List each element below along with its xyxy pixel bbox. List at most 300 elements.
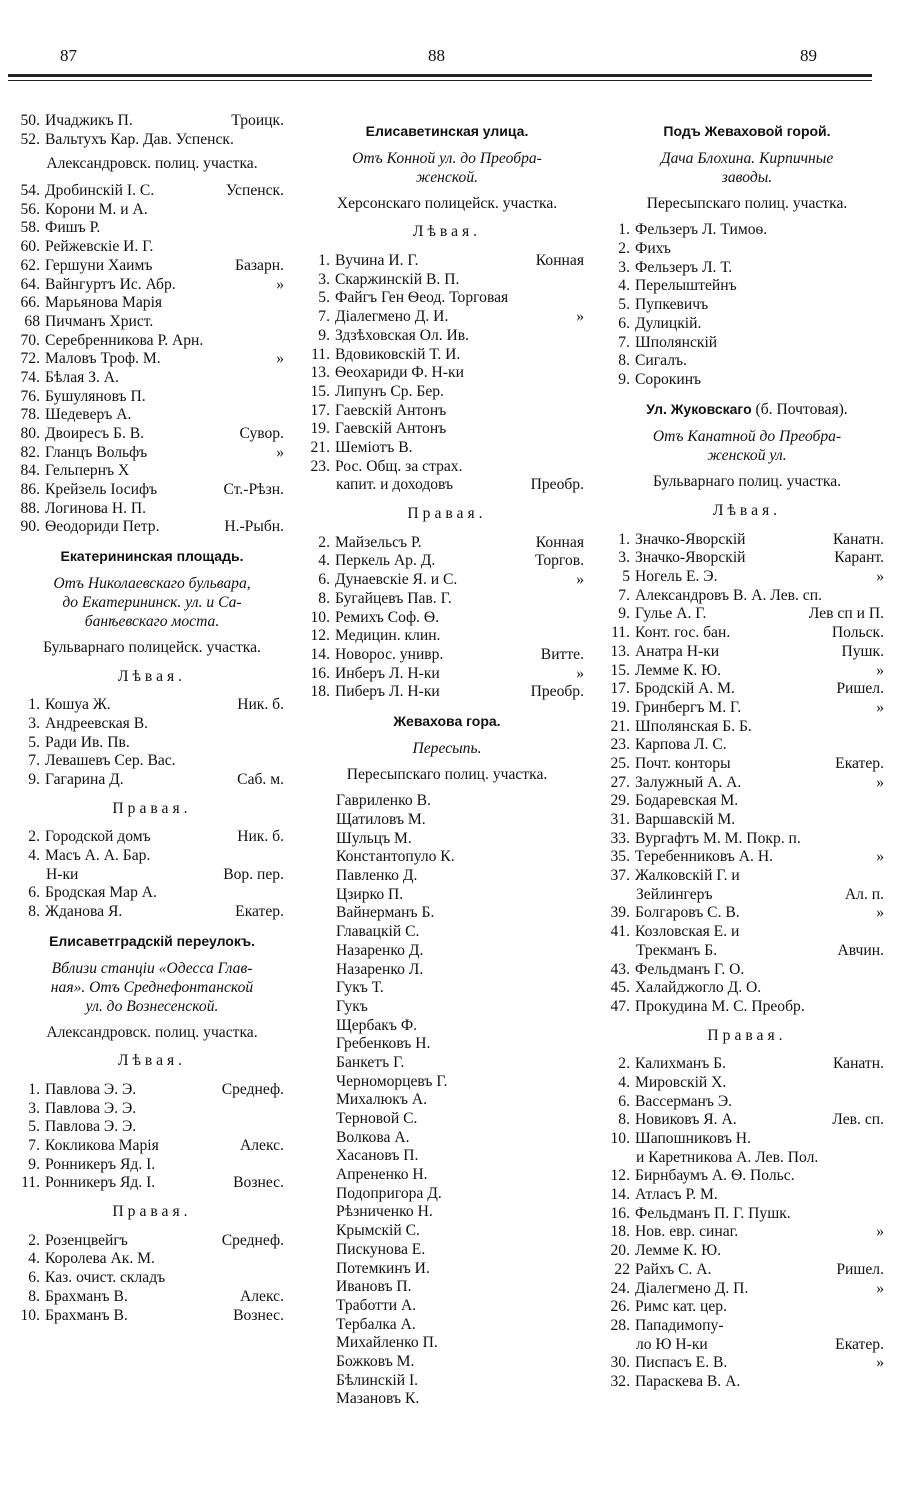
list-item	[306, 327, 588, 346]
entry-street: Базарн.	[235, 256, 284, 274]
list-item	[606, 736, 888, 755]
entry-street: »	[276, 275, 284, 293]
list-item	[306, 1147, 588, 1166]
entry-name: Вдовиковскій Т. И.	[335, 345, 461, 363]
page-number-left: 87	[60, 46, 77, 65]
entry-street: Алекс.	[240, 1137, 284, 1154]
entry-name: капит. и доходовъ	[336, 476, 454, 494]
list-item	[606, 680, 888, 699]
entry-street: Ник. б.	[237, 696, 284, 714]
list-item	[16, 182, 288, 201]
entry-name: Рейжевскіе И. Г.	[45, 238, 154, 256]
description-line: до Екатерининск. ул. и Са-	[62, 593, 242, 611]
entry-number: 2.	[28, 1231, 40, 1249]
entry-name: Гершуни Хаимъ	[45, 256, 153, 274]
entry-name: Каз. очист. складъ	[45, 1269, 166, 1287]
section-description	[16, 574, 288, 631]
entry-street: Канатн.	[832, 1055, 884, 1073]
entry-name: Марьянова Марія	[45, 294, 163, 312]
entry-name: Ивановъ П.	[336, 1278, 412, 1296]
entry-name: Фельдманъ П. Г. Пушк.	[635, 1204, 791, 1222]
list-item	[606, 352, 888, 371]
entry-number: 86.	[20, 481, 40, 499]
list-item	[16, 294, 288, 313]
list-item	[306, 961, 588, 980]
entry-name: Вальтухъ Кар. Дав. Успенск.	[45, 130, 234, 148]
list-item	[606, 662, 888, 681]
list-item	[16, 112, 288, 131]
entry-number: 82.	[20, 443, 40, 461]
entry-street: »	[876, 568, 884, 586]
entry-name: Шполянскій	[635, 333, 718, 351]
list-item	[16, 481, 288, 500]
entry-name: Хасановъ П.	[336, 1147, 419, 1165]
entry-name: Фельзеръ Л. Т.	[635, 258, 733, 276]
entry-name: Потемкинъ И.	[336, 1259, 430, 1277]
police-district: Бульварнаго полицейск. участка.	[43, 638, 261, 656]
entry-street: Карант.	[834, 549, 884, 567]
entry-street: Витте.	[540, 645, 584, 663]
entry-name: Пупкевичъ	[635, 296, 709, 314]
entry-name: Дунаевскіе Я. и С.	[335, 571, 458, 589]
entry-name: Александровъ В. А. Лев. сп.	[635, 586, 822, 604]
entry-name: Почт. конторы	[635, 754, 731, 772]
entry-name: Бѣлая З. А.	[45, 368, 119, 386]
list-item	[606, 1186, 888, 1205]
entry-name: Шедеверъ А.	[45, 406, 132, 424]
entry-name: Городской домъ	[45, 828, 151, 846]
list-item	[306, 571, 588, 590]
entry-name: Конт. гос. бан.	[635, 624, 731, 642]
entry-number: 24.	[610, 1279, 630, 1297]
entry-name: Шапошниковъ Н.	[635, 1130, 751, 1148]
police-district: Херсонскаго полицейск. участка.	[336, 194, 558, 212]
entry-number: 43.	[610, 960, 630, 978]
list-item	[606, 221, 888, 240]
entry-number: 23.	[610, 736, 630, 754]
entry-name: Дробинскій І. С.	[45, 182, 155, 200]
list-item	[606, 549, 888, 568]
entry-number: 11.	[611, 624, 630, 642]
section-heading	[606, 122, 888, 141]
description-line: Отъ Конной ул. до Преобра-	[352, 149, 542, 167]
list-item	[306, 609, 588, 628]
page-number-right: 89	[800, 46, 817, 65]
entry-street: Лев сп и П.	[808, 605, 884, 623]
entry-number: 56.	[20, 200, 40, 218]
entry-number: 8.	[618, 1111, 630, 1129]
list-item	[16, 903, 288, 922]
list-item	[306, 1110, 588, 1129]
entry-number: 5	[622, 568, 630, 586]
list-item	[306, 923, 588, 942]
list-item	[606, 718, 888, 737]
list-item	[306, 1185, 588, 1204]
entry-number: 19.	[610, 698, 630, 716]
entry-name: Гавриленко В.	[336, 792, 431, 810]
entry-number: 15.	[610, 661, 630, 679]
entry-number: 88.	[20, 499, 40, 517]
list-item	[306, 1278, 588, 1297]
entry-number: 12.	[310, 627, 330, 645]
list-item	[306, 1353, 588, 1372]
description-line: заводы.	[721, 168, 773, 186]
entry-street: Вознес.	[233, 1174, 284, 1192]
list-item	[16, 828, 288, 847]
description-line: женской.	[415, 168, 479, 186]
list-item	[306, 552, 588, 571]
column-page-87	[16, 112, 288, 1325]
entry-street: »	[276, 443, 284, 461]
list-item	[16, 518, 288, 537]
list-item	[306, 364, 588, 383]
list-item	[16, 1174, 288, 1193]
entry-name: Крымскій С.	[336, 1222, 420, 1240]
entry-name: Фихъ	[635, 240, 671, 258]
entry-street: Екатер.	[835, 1335, 884, 1353]
entry-name: Ронникеръ Яд. І.	[45, 1155, 156, 1173]
entry-name: Шполянская Б. Б.	[635, 717, 752, 735]
entry-name: Калихманъ Б.	[635, 1055, 727, 1073]
list-item	[306, 1017, 588, 1036]
entry-name: и Каретникова А. Лев. Пол.	[636, 1148, 819, 1166]
entry-name: Черноморцевъ Г.	[336, 1072, 448, 1090]
entry-name: Назаренко Д.	[336, 941, 424, 959]
entry-name: Анатра Н-ки	[635, 642, 720, 660]
entry-name: Болгаровъ С. В.	[635, 904, 740, 922]
entry-name: Подопригора Д.	[336, 1184, 442, 1202]
description-line: Дача Блохина. Кирпичные	[660, 149, 834, 167]
entry-number: 60.	[20, 238, 40, 256]
section-heading-text: Жевахова гора.	[393, 712, 501, 729]
entry-number: 10.	[610, 1130, 630, 1148]
list-item	[306, 1372, 588, 1391]
entry-name: Бушуляновъ П.	[45, 387, 146, 405]
entry-number: 4.	[28, 847, 40, 865]
list-item	[16, 715, 288, 734]
street-side-label: Лѣвая.	[117, 667, 187, 685]
entry-number: 6.	[28, 1269, 40, 1287]
entry-number: 50.	[20, 112, 40, 129]
entry-name: Вайнгуртъ Ис. Абр.	[45, 275, 176, 293]
entry-street: Троицк.	[231, 112, 284, 129]
entry-name: Константопуло К.	[336, 848, 455, 866]
entry-street: Среднеф.	[221, 1231, 284, 1249]
entry-street: Авчин.	[837, 941, 884, 959]
list-item	[606, 811, 888, 830]
entry-name: Ѳеохариди Ф. Н-ки	[335, 364, 464, 382]
entry-number: 14.	[310, 645, 330, 663]
entry-street: »	[876, 698, 884, 716]
entry-number: 17.	[610, 680, 630, 698]
list-item	[16, 276, 288, 295]
entry-number: 1.	[28, 696, 40, 714]
list-item	[16, 406, 288, 425]
entry-number: 39.	[610, 904, 630, 922]
list-item	[306, 1222, 588, 1241]
entry-name: Бугайцевъ Пав. Г.	[335, 589, 452, 607]
entry-number: 27.	[610, 773, 630, 791]
street-side-label: Правая.	[112, 1203, 192, 1221]
entry-number: 25.	[610, 754, 630, 772]
entry-number: 21.	[610, 717, 630, 735]
entry-name: Козловская Е. и	[635, 923, 740, 941]
list-item	[306, 1297, 588, 1316]
street-side-label: Правая.	[407, 505, 487, 523]
entry-name: Майзельсъ Р.	[335, 533, 422, 551]
list-item	[606, 240, 888, 259]
list-item	[306, 1073, 588, 1092]
entry-name: Писпасъ Е. В.	[635, 1354, 728, 1372]
list-item	[606, 942, 888, 961]
entry-name: Діалегмено Д. И.	[335, 308, 449, 326]
entry-name: Діалегмено Д. П.	[635, 1279, 749, 1297]
list-item	[606, 1130, 888, 1149]
section-description	[606, 427, 888, 465]
list-item	[306, 534, 588, 553]
entry-street: Алекс.	[240, 1287, 284, 1305]
entry-number: 15.	[310, 382, 330, 400]
section-description	[306, 149, 588, 187]
entry-name: Фишъ Р.	[45, 219, 101, 237]
entry-name: Значко-Яворскій	[635, 530, 746, 548]
list-item	[606, 259, 888, 278]
list-item	[606, 1055, 888, 1074]
entry-number: 2.	[318, 533, 330, 551]
list-item	[16, 1250, 288, 1269]
entry-name: Терновой С.	[336, 1110, 418, 1128]
list-item	[606, 587, 888, 606]
entry-name: Гаевскій Антонъ	[335, 401, 447, 419]
entry-number: 3.	[618, 549, 630, 567]
entry-name: Вучина И. Г.	[335, 252, 419, 270]
section-description	[16, 959, 288, 1016]
entry-number: 12.	[610, 1167, 630, 1185]
entry-name: Сорокинъ	[635, 370, 702, 388]
list-item	[16, 1081, 288, 1100]
list-item	[606, 531, 888, 550]
section-heading-text: Екатерининская площадь.	[60, 548, 244, 565]
entry-name: Щатиловъ М.	[336, 811, 426, 829]
list-item	[306, 458, 588, 477]
list-item	[306, 1316, 588, 1335]
list-item	[16, 1156, 288, 1175]
description-line: Отъ Канатной до Преобра-	[652, 428, 842, 446]
entry-number: 17.	[310, 401, 330, 419]
entry-number: 9.	[28, 1155, 40, 1173]
header-rule-thin	[8, 80, 872, 81]
entry-number: 18.	[310, 683, 330, 701]
entry-number: 32.	[610, 1372, 630, 1390]
list-item	[306, 886, 588, 905]
entry-number: 80.	[20, 425, 40, 443]
entry-name: Пападимопу-	[635, 1316, 724, 1334]
entry-name: Мазановъ К.	[336, 1390, 420, 1408]
entry-name: Скаржинскій В. П.	[335, 270, 460, 288]
entry-street: »	[876, 1354, 884, 1372]
list-item	[606, 979, 888, 998]
list-item	[606, 1298, 888, 1317]
entry-name: Файгъ Ген Ѳеод. Торговая	[335, 289, 509, 307]
entry-number: 76.	[20, 387, 40, 405]
list-item	[16, 350, 288, 369]
entry-street: Успенск.	[225, 182, 284, 200]
list-item	[606, 568, 888, 587]
list-item	[606, 904, 888, 923]
entry-name: Логинова Н. П.	[45, 499, 147, 517]
entry-number: 37.	[610, 867, 630, 885]
entry-name: Крейзель Іосифъ	[45, 481, 158, 499]
entry-name: Гаевскій Антонъ	[335, 420, 447, 438]
entry-name: Райхъ С. А.	[635, 1260, 712, 1278]
entry-name: Бирнбаумъ А. Ѳ. Польс.	[635, 1167, 795, 1185]
list-item	[606, 1111, 888, 1130]
section-heading-text: Ул. Жуковскаго	[646, 400, 752, 417]
entry-name: Королева Ак. М.	[45, 1250, 155, 1268]
entry-number: 7.	[28, 1137, 40, 1154]
entry-street: »	[576, 308, 584, 326]
entry-number: 3.	[318, 270, 330, 288]
entry-number: 10.	[310, 608, 330, 626]
column-page-88	[306, 112, 588, 1409]
entry-number: 11.	[311, 345, 330, 363]
list-item	[306, 1203, 588, 1222]
entry-number: 4.	[318, 552, 330, 570]
entry-number: 8.	[318, 589, 330, 607]
section-heading	[306, 712, 588, 731]
entry-name: Лемме К. Ю.	[635, 1242, 722, 1260]
entry-street: Ришел.	[836, 1260, 884, 1278]
entry-name: Пичманъ Христ.	[45, 312, 154, 330]
entry-number: 1.	[618, 221, 630, 239]
list-item	[606, 605, 888, 624]
list-item	[16, 131, 288, 150]
list-item	[606, 1354, 888, 1373]
list-item	[306, 998, 588, 1017]
entry-number: 9.	[28, 771, 40, 788]
entry-name: Мировскій Х.	[635, 1073, 727, 1091]
list-item	[306, 476, 588, 495]
entry-name: Ремихъ Соф. Ѳ.	[335, 608, 440, 626]
entry-street: Ришел.	[836, 680, 884, 698]
list-item	[306, 1390, 588, 1409]
entry-number: 9.	[318, 326, 330, 344]
entry-street: Н.-Рыбн.	[224, 518, 284, 536]
police-district: Пересыпскаго полиц. участка.	[346, 765, 548, 783]
entry-street: Преобр.	[530, 683, 584, 701]
entry-street: »	[276, 350, 284, 368]
entry-name: Значко-Яворскій	[635, 549, 746, 567]
entry-number: 7.	[28, 752, 40, 770]
entry-number: 30.	[610, 1354, 630, 1372]
list-item	[306, 867, 588, 886]
list-item	[16, 1100, 288, 1119]
list-item	[606, 998, 888, 1017]
entry-street: Екатер.	[235, 903, 284, 921]
entry-name: Бродская Мар А.	[45, 884, 157, 902]
section-heading	[606, 400, 888, 420]
entry-number: 21.	[310, 438, 330, 456]
list-item	[606, 886, 888, 905]
entry-street: Канатн.	[832, 530, 884, 548]
section-description	[606, 149, 888, 187]
entry-number: 5.	[28, 733, 40, 751]
list-item	[306, 1334, 588, 1353]
entry-name: Павлова Э. Э.	[45, 1099, 137, 1117]
entry-number: 28.	[610, 1316, 630, 1334]
list-item	[606, 296, 888, 315]
entry-name: Рѣзниченко Н.	[336, 1203, 433, 1221]
list-item	[606, 961, 888, 980]
entry-name: Новорос. унивр.	[335, 645, 444, 663]
entry-number: 7.	[318, 308, 330, 326]
list-item	[16, 444, 288, 463]
entry-number: 7.	[618, 586, 630, 604]
list-item	[606, 1074, 888, 1093]
list-item	[606, 1336, 888, 1355]
list-item	[16, 500, 288, 519]
entry-street: Сувор.	[239, 425, 284, 443]
entry-number: 84.	[20, 462, 40, 480]
list-item	[306, 346, 588, 365]
list-item	[16, 425, 288, 444]
entry-name: Фельдманъ Г. О.	[635, 960, 745, 978]
entry-name: Жалковскій Г. и	[635, 867, 740, 885]
entry-street: Конная	[535, 252, 584, 270]
entry-street: Ст.-Рѣзн.	[223, 481, 284, 499]
entry-street: »	[576, 664, 584, 682]
page-number-center: 88	[428, 46, 445, 65]
list-item	[606, 643, 888, 662]
street-side-label: Правая.	[112, 799, 192, 817]
entry-number: 3.	[28, 1099, 40, 1117]
list-item	[16, 1269, 288, 1288]
entry-street: Вознес.	[233, 1306, 284, 1324]
entry-name: Карпова Л. С.	[635, 736, 727, 754]
police-district: Александровск. полиц. участка.	[46, 1023, 258, 1041]
entry-number: 54.	[20, 182, 40, 200]
list-item	[606, 624, 888, 643]
list-item	[306, 683, 588, 702]
entry-number: 6.	[28, 884, 40, 902]
entry-name: Лемме К. Ю.	[635, 661, 722, 679]
entry-name: Гагарина Д.	[45, 771, 124, 788]
entry-street: Вор. пер.	[223, 865, 284, 883]
entry-name: Корони М. и А.	[45, 200, 148, 218]
list-item	[306, 1241, 588, 1260]
street-side-label: Правая.	[707, 1026, 787, 1044]
entry-name: Прокудина М. С. Преобр.	[635, 997, 805, 1015]
entry-name: Шульцъ М.	[336, 829, 412, 847]
entry-name: Андреевская В.	[45, 714, 149, 732]
list-item	[306, 1129, 588, 1148]
list-item	[306, 848, 588, 867]
entry-name: Шеміотъ В.	[335, 438, 413, 456]
entry-number: 19.	[310, 420, 330, 438]
entry-name: Бродскій А. М.	[635, 680, 735, 698]
entry-name: Ѳеодориди Петр.	[45, 518, 160, 536]
list-item	[306, 383, 588, 402]
police-district: Пересыпскаго полиц. участка.	[646, 194, 848, 212]
entry-name: Ногель Е. Э.	[635, 568, 718, 586]
section-heading-text: Елисаветградскій переулокъ.	[49, 932, 255, 949]
entry-number: 8.	[28, 1287, 40, 1305]
list-item	[16, 219, 288, 238]
entry-name: Розенцвейгъ	[45, 1231, 128, 1249]
list-item	[16, 462, 288, 481]
entry-street: »	[876, 661, 884, 679]
entry-street: »	[876, 773, 884, 791]
